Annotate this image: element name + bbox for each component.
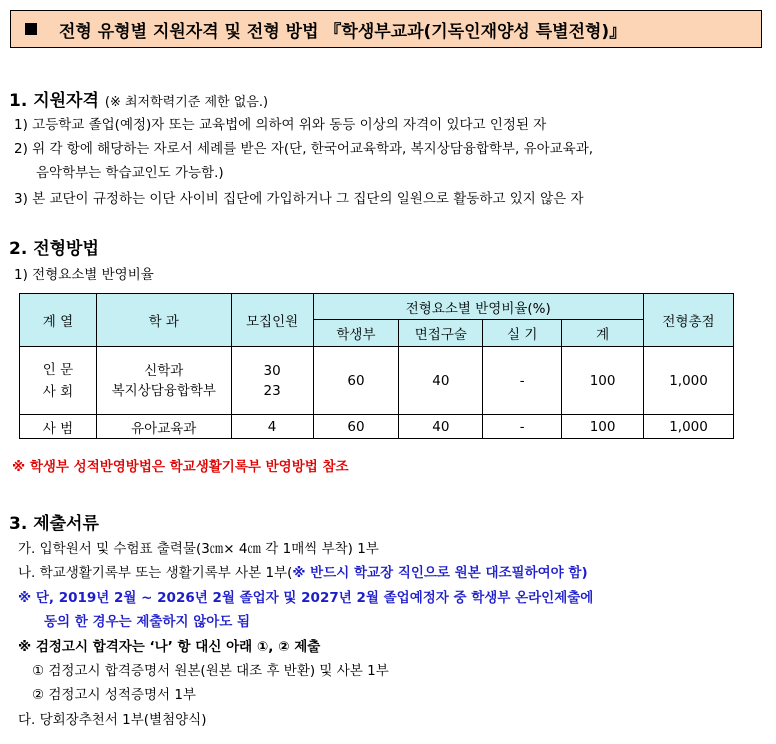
black-square-icon bbox=[25, 23, 37, 35]
header-department: 학 과 bbox=[96, 294, 231, 347]
cell-record: 60 bbox=[313, 415, 399, 439]
header-practical: 실 기 bbox=[483, 320, 562, 347]
quota-value: 30 bbox=[263, 362, 281, 379]
department-name: 복지상담융합학부 bbox=[111, 382, 216, 399]
section1-item: 2) 위 각 항에 해당하는 자로서 세례를 받은 자(단, 한국어교육학과, 복지상담융합학부, 유아교육과, bbox=[14, 141, 594, 157]
cell-category bbox=[20, 347, 97, 415]
cell-department: 유아교육과 bbox=[96, 415, 231, 439]
cell-sum: 100 bbox=[562, 347, 644, 415]
ged-item: ① 검정고시 합격증명서 원본(원본 대조 후 반환) 및 사본 1부 bbox=[32, 663, 389, 679]
cell-department bbox=[96, 347, 231, 415]
cell-interview: 40 bbox=[399, 415, 483, 439]
document-item-a: 가. 입학원서 및 수험표 출력물(3㎝× 4㎝ 각 1매씩 부착) 1부 bbox=[18, 541, 379, 557]
online-submission-note-cont: 동의 한 경우는 제출하지 않아도 됨 bbox=[44, 614, 251, 630]
cell-total: 1,000 bbox=[644, 347, 734, 415]
cell-quota: 4 bbox=[231, 415, 313, 439]
cell-practical: - bbox=[483, 415, 562, 439]
quota-value: 23 bbox=[263, 382, 281, 399]
header-record: 학생부 bbox=[313, 320, 399, 347]
document-item-b bbox=[18, 561, 588, 581]
section3-title: 3. 제출서류 bbox=[9, 514, 99, 534]
header-category: 계 열 bbox=[20, 294, 97, 347]
section2-title: 2. 전형방법 bbox=[9, 239, 99, 259]
document-item-c: 다. 당회장추천서 1부(별첨양식) bbox=[18, 712, 207, 728]
page-title: 전형 유형별 지원자격 및 전형 방법 『학생부교과(기독인재양성 특별전형)』 bbox=[59, 21, 627, 42]
cell-total: 1,000 bbox=[644, 415, 734, 439]
document-item-b-emphasis: ※ 반드시 학교장 직인으로 원본 대조필하여야 함) bbox=[292, 565, 588, 581]
cell-category: 사 범 bbox=[20, 415, 97, 439]
section1-item: 3) 본 교단이 규정하는 이단 사이비 집단에 가입하거나 그 집단의 일원으로 활동하고 있지 않은 자 bbox=[14, 191, 584, 207]
header-total: 전형총점 bbox=[644, 294, 734, 347]
section1-item: 음악학부는 학습교인도 가능함.) bbox=[36, 165, 224, 181]
table-row bbox=[20, 415, 734, 439]
cell-record: 60 bbox=[313, 347, 399, 415]
header-interview: 면접구술 bbox=[399, 320, 483, 347]
section1-heading bbox=[9, 86, 268, 111]
section1-title: 1. 지원자격 bbox=[9, 91, 99, 111]
online-submission-note: ※ 단, 2019년 2월 ~ 2026년 2월 졸업자 및 2027년 2월 졸업예정자 중 학생부 온라인제출에 bbox=[18, 590, 594, 606]
ged-item: ② 검정고시 성적증명서 1부 bbox=[32, 687, 196, 703]
page-header-box bbox=[10, 10, 762, 48]
section2-note: ※ 학생부 성적반영방법은 학교생활기록부 반영방법 참조 bbox=[12, 459, 349, 475]
cell-quota bbox=[231, 347, 313, 415]
cell-sum: 100 bbox=[562, 415, 644, 439]
section1-item: 1) 고등학교 졸업(예정)자 또는 교육법에 의하여 위와 동등 이상의 자격이 있다고 인정된 자 bbox=[14, 117, 547, 133]
section2-subtitle: 1) 전형요소별 반영비율 bbox=[14, 267, 154, 283]
section1-note: (※ 최저학력기준 제한 없음.) bbox=[104, 95, 269, 110]
header-sum: 계 bbox=[562, 320, 644, 347]
category-line: 사 회 bbox=[42, 383, 74, 400]
table-row bbox=[20, 347, 734, 415]
ged-note: ※ 검정고시 합격자는 ‘나’ 항 대신 아래 ①, ② 제출 bbox=[18, 639, 321, 655]
selection-ratio-table bbox=[19, 293, 734, 439]
department-name: 신학과 bbox=[144, 362, 184, 379]
cell-practical: - bbox=[483, 347, 562, 415]
document-item-b-text: 나. 학교생활기록부 또는 생활기록부 사본 1부( bbox=[18, 565, 293, 581]
header-quota: 모집인원 bbox=[231, 294, 313, 347]
cell-interview: 40 bbox=[399, 347, 483, 415]
header-ratio: 전형요소별 반영비율(%) bbox=[313, 294, 644, 320]
category-line: 인 문 bbox=[42, 361, 74, 378]
